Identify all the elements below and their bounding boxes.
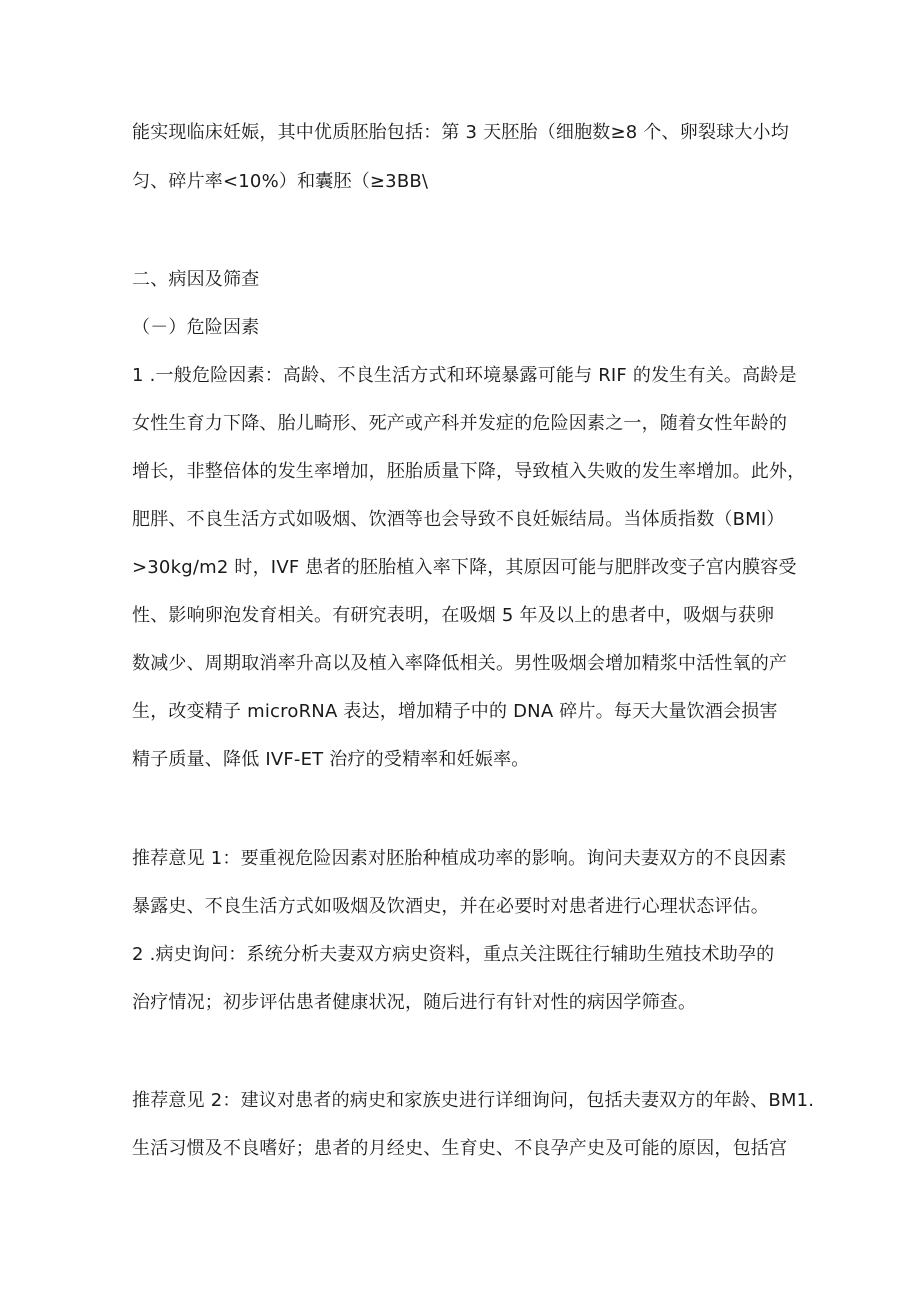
text-line: 生，改变精子 microRNA 表达，增加精子中的 DNA 碎片。每天大量饮酒会损害	[132, 701, 778, 722]
text-line: 1 .一般危险因素：高龄、不良生活方式和环境暴露可能与 RIF 的发生有关。高龄是	[132, 365, 797, 386]
text-line: 2 .病史询问：系统分析夫妻双方病史资料，重点关注既往行辅助生殖技术助孕的	[132, 944, 775, 965]
recommendation-line: 推荐意见 1：要重视危险因素对胚胎种植成功率的影响。询问夫妻双方的不良因素	[132, 848, 787, 869]
text-line: 治疗情况；初步评估患者健康状况，随后进行有针对性的病因学筛查。	[132, 992, 697, 1013]
text-line: 能实现临床妊娠，其中优质胚胎包括：第 3 天胚胎（细胞数≥8 个、卵裂球大小均	[132, 122, 789, 143]
text-line: 性、影响卵泡发育相关。有研究表明，在吸烟 5 年及以上的患者中，吸烟与获卵	[132, 605, 775, 626]
text-line: 增长，非整倍体的发生率增加，胚胎质量下降，导致植入失败的发生率增加。此外，	[132, 461, 806, 482]
text-line: 数减少、周期取消率升高以及植入率降低相关。男性吸烟会增加精浆中活性氧的产	[132, 653, 788, 674]
text-line: 精子质量、降低 IVF-ET 治疗的受精率和妊娠率。	[132, 749, 530, 770]
recommendation-line: 暴露史、不良生活方式如吸烟及饮酒史，并在必要时对患者进行心理状态评估。	[132, 896, 769, 917]
text-line: >30kg∕m2 时，IVF 患者的胚胎植入率下降，其原因可能与肥胖改变子宫内膜容受	[132, 557, 797, 578]
text-line: 匀、碎片率<10%）和囊胚（≥3BB\	[132, 171, 429, 192]
text-line: 女性生育力下降、胎儿畸形、死产或产科并发症的危险因素之一，随着女性年龄的	[132, 413, 788, 434]
subsection-heading: （－）危险因素	[132, 317, 260, 338]
text-line: 肥胖、不良生活方式如吸烟、饮酒等也会导致不良妊娠结局。当体质指数（BMI）	[132, 509, 785, 530]
recommendation-line: 生活习惯及不良嗜好；患者的月经史、生育史、不良孕产史及可能的原因，包括宫	[132, 1138, 788, 1159]
section-heading: 二、病因及筛查	[132, 269, 260, 290]
recommendation-line: 推荐意见 2：建议对患者的病史和家族史进行详细询问，包括夫妻双方的年龄、BM1.	[132, 1090, 815, 1111]
